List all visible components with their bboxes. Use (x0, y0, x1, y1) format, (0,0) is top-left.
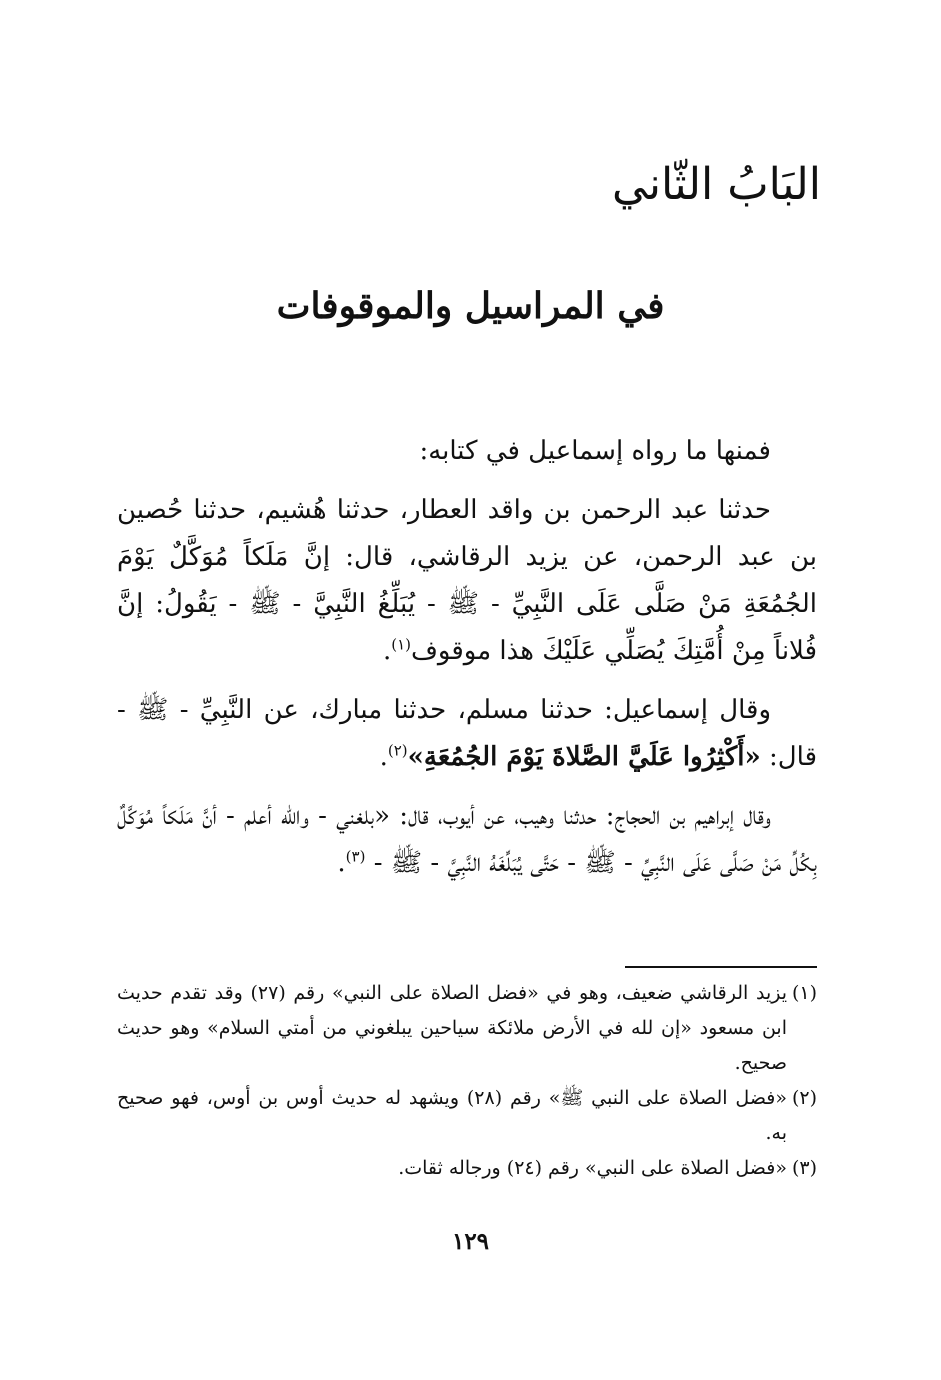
paragraph-1-end: . (382, 636, 392, 666)
footnote-text: يزيد الرقاشي ضعيف، وهو في «فضل الصلاة على النبي» رقم (٢٧) وقد تقدم حديث ابن مسعود «إن لله في الأرض ملائكة سياحين يبلغوني من أمتي السلام» وهو حديث صحيح. (117, 982, 787, 1074)
footnote-divider (625, 966, 817, 968)
footnote-ref-3: (٣) (345, 847, 366, 866)
footnote-number: (٢) (791, 1087, 817, 1109)
footnote-2 (117, 1081, 817, 1151)
page-number: ١٢٩ (451, 1228, 490, 1255)
footnote-text: «فضل الصلاة على النبي» رقم (٢٤) ورجاله ثقات. (398, 1157, 787, 1179)
paragraph-3 (117, 793, 817, 887)
footnote-ref-2: (٢) (387, 741, 408, 760)
footnote-text: «فضل الصلاة على النبي ﷺ» رقم (٢٨) ويشهد له حديث أوس بن أوس، فهو صحيح به. (117, 1087, 787, 1144)
paragraph-1-text: حدثنا عبد الرحمن بن واقد العطار، حدثنا هُشيم، حدثنا حُصين بن عبد الرحمن، عن يزيد الرقاشي، قال: إنَّ مَلَكاً مُوَكَّلٌ يَوْمَ الجُمُعَةِ مَنْ صَلَّى عَلَى النَّبِيِّ - ﷺ - يُبَلِّغُ النَّبِيَّ - ﷺ - يَقُولُ: إنَّ فُلاناً مِنْ أُمَّتِكَ يُصَلِّي عَلَيْكَ هذا موقوف (117, 495, 817, 666)
chapter-title: البَابُ الثّاني (612, 159, 821, 210)
chapter-subtitle: في المراسيل والموقوفات (276, 285, 665, 327)
paragraph-2-end: . (379, 742, 388, 772)
paragraph-3-text: وقال إبراهيم بن الحجاج: حدثنا وهيب، عن أيوب، قال: «بلغني - والله أعلم - أنَّ مَلَكاً مُوَكَّلٌ بِكُلِّ مَنْ صَلَّى عَلَى النَّبِيِّ - ﷺ - حَتَّى يُبَلِّغَهُ النَّبِيَّ - ﷺ - (117, 801, 817, 878)
footnotes (117, 976, 817, 1186)
footnote-3 (117, 1151, 817, 1186)
main-text (117, 428, 817, 899)
paragraph-3-end: . (337, 848, 346, 878)
paragraph-1 (117, 487, 817, 675)
footnote-number: (٣) (791, 1157, 817, 1179)
footnote-ref-1: (١) (391, 635, 411, 654)
hadith-quote: «أَكْثِرُوا عَلَيَّ الصَّلاةَ يَوْمَ الجُمُعَةِ» (407, 742, 761, 772)
intro-line: فمنها ما رواه إسماعيل في كتابه: (419, 436, 771, 466)
footnote-number: (١) (791, 982, 817, 1004)
footnote-1 (117, 976, 817, 1081)
paragraph-2 (117, 687, 817, 781)
paragraph-2-text: وقال إسماعيل: حدثنا مسلم، حدثنا مبارك، عن النَّبِيِّ - ﷺ - قال: (117, 695, 817, 772)
